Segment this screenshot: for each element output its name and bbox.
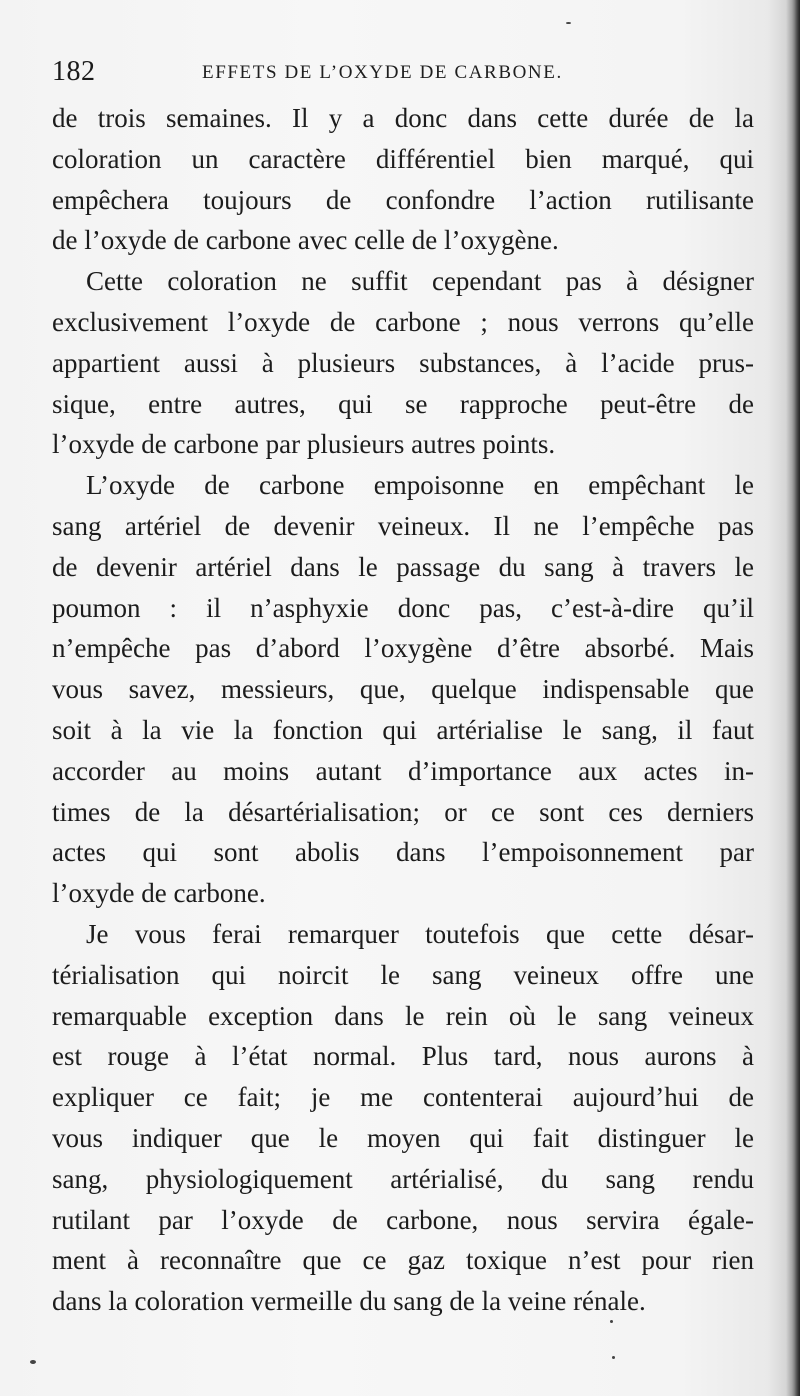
text-line: appartient aussi à plusieurs substances, à l’acide prus- <box>52 347 754 378</box>
page-number: 182 <box>52 56 96 87</box>
text-line: l’oxyde de carbone. <box>52 878 266 909</box>
text-line: rutilant par l’oxyde de carbone, nous servira égale- <box>52 1204 754 1235</box>
page-spine-shadow <box>786 0 800 1396</box>
body-text <box>52 98 754 1322</box>
text-line: ment à reconnaître que ce gaz toxique n’est pour rien <box>52 1245 754 1276</box>
text-line: remarquable exception dans le rein où le sang veineux <box>52 1000 754 1031</box>
text-line: actes qui sont abolis dans l’empoisonnement par <box>52 837 754 868</box>
text-line: vous indiquer que le moyen qui fait distinguer le <box>52 1122 754 1153</box>
text-line: de devenir artériel dans le passage du sang à travers le <box>52 551 754 582</box>
text-line: n’empêche pas d’abord l’oxygène d’être absorbé. Mais <box>52 633 754 664</box>
text-line: coloration un caractère différentiel bien marqué, qui <box>52 143 754 174</box>
text-line: dans la coloration vermeille du sang de la veine rénale. <box>52 1286 646 1317</box>
paper-speck <box>30 1360 36 1364</box>
paragraph-start-line: L’oxyde de carbone empoisonne en empêchant le <box>86 470 754 501</box>
text-line: l’oxyde de carbone par plusieurs autres points. <box>52 429 556 460</box>
page-header <box>52 56 752 92</box>
text-line: sique, entre autres, qui se rapproche peut-être de <box>52 388 754 419</box>
paper-speck <box>612 1356 615 1359</box>
paper-speck <box>566 22 571 24</box>
text-line: de l’oxyde de carbone avec celle de l’oxygène. <box>52 225 559 256</box>
text-line: exclusivement l’oxyde de carbone ; nous verrons qu’elle <box>52 306 754 337</box>
text-line: est rouge à l’état normal. Plus tard, nous aurons à <box>52 1041 754 1072</box>
paper-speck <box>610 1320 613 1323</box>
text-line: accorder au moins autant d’importance aux actes in- <box>52 755 754 786</box>
text-line: expliquer ce fait; je me contenterai aujourd’hui de <box>52 1082 754 1113</box>
text-line: soit à la vie la fonction qui artérialise le sang, il faut <box>52 714 754 745</box>
text-line: sang, physiologiquement artérialisé, du sang rendu <box>52 1163 754 1194</box>
text-line: empêchera toujours de confondre l’action rutilisante <box>52 184 754 215</box>
text-line: de trois semaines. Il y a donc dans cette durée de la <box>52 103 754 133</box>
text-line: times de la désartérialisation; or ce sont ces derniers <box>52 796 754 827</box>
text-line: poumon : il n’asphyxie donc pas, c’est-à-dire qu’il <box>52 592 754 623</box>
paragraph-start-line: Cette coloration ne suffit cependant pas à désigner <box>86 266 754 297</box>
paragraph-start-line: Je vous ferai remarquer toutefois que cette désar- <box>86 918 754 949</box>
text-line: sang artériel de devenir veineux. Il ne l’empêche pas <box>52 510 754 541</box>
text-line: térialisation qui noircit le sang veineux offre une <box>52 959 754 990</box>
text-line: vous savez, messieurs, que, quelque indispensable que <box>52 674 754 705</box>
running-head: EFFETS DE L’OXYDE DE CARBONE. <box>202 62 563 83</box>
